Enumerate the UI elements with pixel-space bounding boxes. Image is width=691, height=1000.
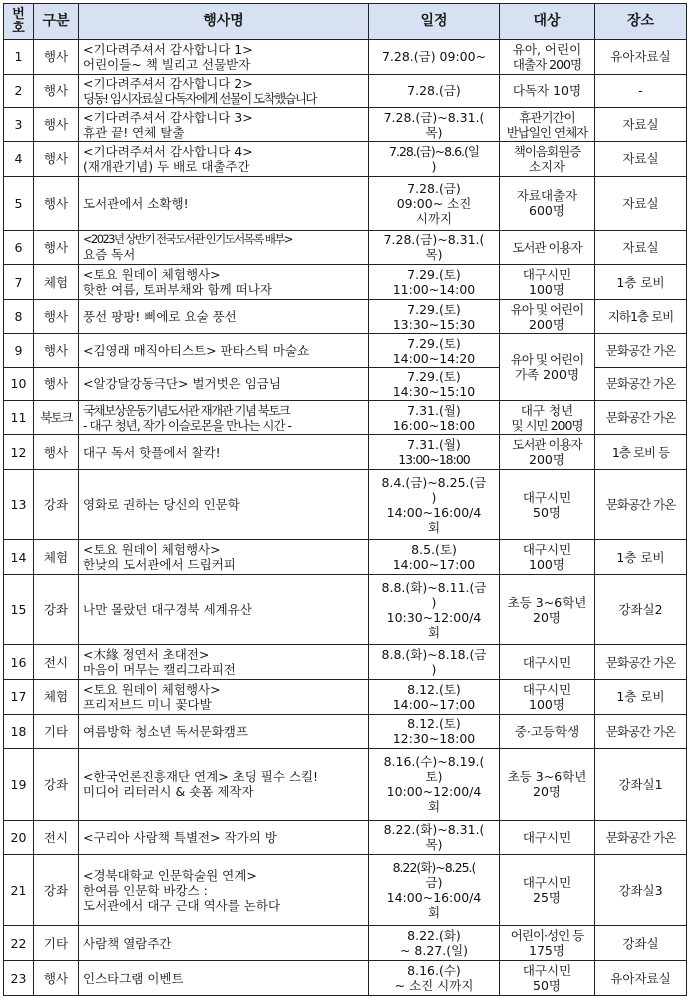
date-line: 8.5.(토) [411, 542, 457, 558]
date-line: 목) [425, 124, 443, 140]
date-line: 회 [427, 519, 441, 535]
date-line: 8.8.(화)~8.11.(금 [381, 579, 487, 595]
cell-no: 21 [4, 855, 34, 926]
cell-audience [500, 574, 595, 644]
audience-line: 대출자 200명 [512, 56, 582, 72]
date-line: 8.16.(수)~8.19.( [383, 754, 485, 770]
cell-place: 유아자료실 [595, 40, 687, 75]
cell-no: 19 [4, 749, 34, 820]
event-name-line: 나만 몰랐던 대구경북 세계유산 [83, 602, 252, 618]
cell-audience [500, 141, 595, 176]
cell-category: 행사 [34, 435, 79, 470]
table-row [4, 299, 687, 334]
cell-date [369, 299, 500, 334]
cell-event-name [79, 714, 369, 749]
date-line: 14:00~16:00/4 [386, 890, 482, 906]
cell-place: 지하1층 로비 [595, 299, 687, 334]
cell-event-name [79, 961, 369, 996]
date-line: 11:00~14:00 [392, 282, 476, 297]
date-line: 7.28.(금)~8.6.(일 [389, 143, 479, 159]
cell-no: 5 [4, 176, 34, 230]
cell-event-name [79, 74, 369, 108]
date-line: ~ 소진 시까지 [394, 978, 474, 994]
audience-line: 50명 [533, 504, 561, 520]
date-line: 목) [425, 837, 443, 853]
cell-audience [500, 714, 595, 749]
cell-audience [500, 265, 595, 300]
cell-category: 체험 [34, 540, 79, 575]
date-line: 8.16.(수) [407, 963, 461, 979]
cell-date [369, 435, 500, 470]
date-line: 시까지 [415, 210, 453, 226]
date-line: 회 [427, 799, 441, 815]
cell-event-name [79, 176, 369, 230]
cell-date [369, 74, 500, 108]
cell-audience [500, 645, 595, 680]
cell-no: 10 [4, 368, 34, 401]
cell-date [369, 926, 500, 961]
cell-category: 행사 [34, 108, 79, 142]
cell-audience [500, 926, 595, 961]
date-line: ) [431, 489, 437, 505]
date-line: ) [431, 158, 437, 174]
cell-no: 1 [4, 40, 34, 75]
event-name-line: <기다려주셔서 감사합니다 4> [83, 143, 253, 159]
header-no-char: 호 [12, 20, 25, 36]
table-row [4, 265, 687, 300]
date-line: 12:30~18:00 [392, 731, 476, 747]
date-line: 16:00~18:00 [392, 417, 476, 433]
table-row [4, 645, 687, 680]
event-name-line: <김영래 매직아티스트> 판타스틱 마술쇼 [83, 343, 310, 359]
audience-line: 200명 [529, 316, 565, 332]
cell-place: 문화공간 가온 [595, 469, 687, 539]
audience-line: 초등 3~6학년 [507, 769, 587, 785]
date-line: 7.29.(토) [407, 368, 461, 384]
cell-audience [500, 435, 595, 470]
table-row [4, 926, 687, 961]
audience-line: 대구시민 [522, 267, 572, 282]
cell-category: 행사 [34, 176, 79, 230]
cell-category: 체험 [34, 679, 79, 714]
cell-no: 20 [4, 820, 34, 855]
table-row [4, 714, 687, 749]
cell-place: 문화공간 가온 [595, 368, 687, 401]
cell-event-name [79, 368, 369, 401]
event-name-line: 영화로 권하는 당신의 인문학 [83, 497, 240, 513]
audience-line: 대구시민 [522, 875, 572, 891]
date-line: 7.28.(금) [407, 83, 461, 99]
cell-date [369, 540, 500, 575]
cell-no: 8 [4, 299, 34, 334]
cell-place: 자료실 [595, 141, 687, 176]
date-line: 09:00~ 소진 [396, 195, 472, 211]
cell-date [369, 108, 500, 142]
audience-line: 20명 [533, 784, 561, 800]
audience-line: 175명 [529, 943, 565, 959]
cell-event-name [79, 40, 369, 75]
date-line: 7.28.(금) [407, 180, 461, 196]
cell-event-name [79, 645, 369, 680]
table-row [4, 74, 687, 108]
event-name-line: 도서관에서 소확행! [83, 195, 189, 211]
event-name-line: 풍선 팡팡! 삐에로 요술 풍선 [83, 309, 237, 325]
audience-line: 도서관 이용자 [512, 239, 582, 255]
audience-line: 50명 [533, 978, 561, 994]
header-no-label [4, 8, 33, 36]
cell-date [369, 961, 500, 996]
event-name-line: (재개관기념) 두 배로 대출주간 [83, 158, 250, 174]
table-row [4, 435, 687, 470]
date-line: 회 [427, 905, 441, 921]
cell-audience [500, 749, 595, 820]
event-name-line: 도서관에서 대구 근대 역사를 논하다 [83, 897, 281, 913]
cell-no: 4 [4, 141, 34, 176]
audience-line: 대구시민 [522, 654, 572, 670]
audience-line: 25명 [533, 890, 561, 906]
date-line: 8.22(화)~8.25.( [392, 860, 476, 876]
audience-line: 도서관 이용자 [512, 437, 582, 453]
audience-line: 대구시민 [522, 829, 572, 845]
cell-audience [500, 40, 595, 75]
cell-audience [500, 469, 595, 539]
audience-line: 100명 [529, 696, 565, 712]
header-row [4, 4, 687, 40]
date-line: 토) [425, 769, 443, 785]
audience-line: 100명 [529, 557, 565, 573]
date-line: 7.29.(토) [407, 335, 461, 351]
table-row [4, 469, 687, 539]
audience-line: 600명 [529, 203, 565, 219]
event-name-line: 핫한 여름, 토퍼부채와 함께 떠나자 [83, 282, 272, 297]
date-line: 13:30~15:30 [392, 316, 476, 332]
cell-no: 2 [4, 74, 34, 108]
cell-date [369, 176, 500, 230]
cell-category: 행사 [34, 74, 79, 108]
cell-category: 기타 [34, 926, 79, 961]
cell-event-name [79, 230, 369, 265]
event-name-line: 한여름 인문학 바캉스 : [83, 882, 208, 898]
date-line: 7.29.(토) [407, 301, 461, 317]
cell-category: 강좌 [34, 855, 79, 926]
date-line: 7.28.(금)~8.31.( [383, 109, 485, 125]
audience-line: 다독자 10명 [512, 83, 582, 99]
cell-event-name [79, 540, 369, 575]
date-line: 14:00~17:00 [392, 696, 476, 712]
cell-no: 17 [4, 679, 34, 714]
audience-line: 및 시민 200명 [511, 417, 583, 433]
table-row [4, 108, 687, 142]
audience-line: 반납일인 연체자 [506, 124, 588, 140]
cell-audience [500, 961, 595, 996]
cell-audience [500, 820, 595, 855]
cell-date [369, 749, 500, 820]
cell-audience [500, 400, 595, 435]
cell-no: 15 [4, 574, 34, 644]
cell-category: 강좌 [34, 469, 79, 539]
event-name-line: <한국언론진흥재단 연계> 초딩 필수 스킬! [83, 769, 319, 785]
event-name-line: <기다려주셔서 감사합니다 1> [83, 41, 253, 57]
cell-category: 북토크 [34, 400, 79, 435]
table-row [4, 141, 687, 176]
cell-category: 행사 [34, 40, 79, 75]
table-row [4, 40, 687, 75]
cell-date [369, 230, 500, 265]
header-no-char: 번 [12, 6, 25, 22]
cell-audience [500, 74, 595, 108]
cell-date [369, 368, 500, 401]
cell-category: 행사 [34, 230, 79, 265]
event-name-line: 미디어 리터러시 & 숏폼 제작자 [83, 784, 254, 800]
date-line: 8.4.(금)~8.25.(금 [381, 474, 487, 490]
cell-audience [500, 855, 595, 926]
cell-place: - [595, 74, 687, 108]
cell-date [369, 679, 500, 714]
cell-date [369, 714, 500, 749]
cell-event-name [79, 749, 369, 820]
date-line: ~ 8.27.(일) [399, 943, 469, 959]
cell-category: 행사 [34, 141, 79, 176]
cell-date [369, 265, 500, 300]
event-schedule-table [3, 3, 687, 996]
cell-date [369, 141, 500, 176]
audience-line: 유아 및 어린이 [510, 301, 584, 317]
audience-line: 대구시민 [522, 963, 572, 979]
cell-date [369, 855, 500, 926]
event-name-line: 사람책 열람주간 [83, 935, 172, 951]
cell-audience [500, 176, 595, 230]
cell-no: 22 [4, 926, 34, 961]
audience-line: 자료대출자 [516, 188, 578, 204]
audience-line: 20명 [533, 609, 561, 625]
date-line: 13:00~18:00 [398, 452, 470, 468]
event-name-line: <토요 원데이 체험행사> [83, 681, 221, 697]
cell-event-name [79, 855, 369, 926]
event-name-line: <토요 원데이 체험행사> [83, 267, 221, 282]
event-name-line: 인스타그램 이벤트 [83, 970, 184, 986]
cell-place: 문화공간 가온 [595, 334, 687, 368]
audience-line: 유아 및 어린이 [510, 352, 584, 368]
cell-place: 자료실 [595, 108, 687, 142]
cell-date [369, 40, 500, 75]
cell-no: 14 [4, 540, 34, 575]
cell-place: 문화공간 가온 [595, 820, 687, 855]
table-row [4, 679, 687, 714]
cell-audience [500, 230, 595, 265]
audience-line: 대구시민 [522, 681, 572, 697]
event-name-line: 국채보상운동기념도서관 재개관 기념 북토크 [83, 402, 290, 418]
date-line: 14:00~16:00/4 [386, 504, 482, 520]
event-name-line: 어린이들~ 책 빌리고 선물받자 [83, 56, 251, 72]
header-date: 일정 [369, 4, 500, 40]
cell-place: 1층 로비 [595, 679, 687, 714]
table-row [4, 540, 687, 575]
cell-category: 행사 [34, 961, 79, 996]
audience-line: 대구시민 [522, 489, 572, 505]
cell-no: 3 [4, 108, 34, 142]
cell-event-name [79, 141, 369, 176]
cell-category: 체험 [34, 265, 79, 300]
date-line: 14:00~17:00 [392, 557, 476, 573]
table-row [4, 855, 687, 926]
cell-no: 18 [4, 714, 34, 749]
audience-line: 가족 200명 [514, 367, 580, 383]
cell-event-name [79, 435, 369, 470]
date-line: 7.28.(금) 09:00~ [381, 49, 487, 65]
cell-place: 강좌실 [595, 926, 687, 961]
cell-place: 1층 로비 등 [595, 435, 687, 470]
cell-place: 문화공간 가온 [595, 714, 687, 749]
table-row [4, 176, 687, 230]
cell-no: 16 [4, 645, 34, 680]
audience-line: 중·고등학생 [514, 723, 580, 739]
event-name-line: 휴관 끝! 연체 탈출 [83, 124, 185, 140]
header-audience: 대상 [500, 4, 595, 40]
cell-category: 행사 [34, 334, 79, 368]
event-name-line: <기다려주셔서 감사합니다 3> [83, 109, 253, 125]
table-row [4, 400, 687, 435]
date-line: 8.12.(토) [407, 681, 461, 697]
cell-event-name [79, 820, 369, 855]
cell-place: 강좌실3 [595, 855, 687, 926]
audience-line: 대구시민 [522, 542, 572, 558]
audience-line: 책이음회원증 [513, 143, 581, 159]
cell-place: 문화공간 가온 [595, 400, 687, 435]
header-place: 장소 [595, 4, 687, 40]
event-name-line: 딩동! 임시자료실 다독자에게 선물이 도착했습니다 [83, 90, 316, 106]
date-line: ) [431, 662, 437, 678]
table-row [4, 574, 687, 644]
cell-audience [500, 540, 595, 575]
table-row [4, 230, 687, 265]
date-line: 8.8.(화)~8.18.(금 [381, 647, 487, 663]
cell-event-name [79, 400, 369, 435]
cell-no: 9 [4, 334, 34, 368]
cell-no: 6 [4, 230, 34, 265]
cell-event-name [79, 108, 369, 142]
cell-event-name [79, 679, 369, 714]
cell-no: 13 [4, 469, 34, 539]
event-name-line: <토요 원데이 체험행사> [83, 542, 221, 558]
cell-no: 7 [4, 265, 34, 300]
audience-line: 대구 청년 [520, 402, 574, 418]
audience-line: 소지자 [528, 158, 566, 174]
event-name-line: 마음이 머무는 캘리그라피전 [83, 662, 236, 678]
event-name-line: 프리저브드 미니 꽃다발 [83, 696, 212, 712]
cell-event-name [79, 469, 369, 539]
cell-place: 강좌실1 [595, 749, 687, 820]
date-line: 7.29.(토) [407, 267, 461, 282]
cell-no: 23 [4, 961, 34, 996]
audience-line: 유아, 어린이 [512, 41, 582, 57]
event-name-line: <구리아 사람책 특별전> 작가의 방 [83, 829, 277, 845]
cell-event-name [79, 926, 369, 961]
cell-place: 문화공간 가온 [595, 645, 687, 680]
cell-place: 1층 로비 [595, 265, 687, 300]
cell-place: 1층 로비 [595, 540, 687, 575]
cell-event-name [79, 265, 369, 300]
event-name-line: <알강달강동극단> 벌거벗은 임금님 [83, 376, 281, 392]
cell-audience [500, 334, 595, 400]
cell-audience [500, 299, 595, 334]
event-name-line: - 대구 청년, 작가 이슬로몬을 만나는 시간 - [83, 417, 292, 433]
cell-category: 강좌 [34, 574, 79, 644]
date-line: 8.22.(화)~8.31.( [383, 822, 485, 838]
date-line: 목) [425, 247, 443, 263]
cell-date [369, 574, 500, 644]
date-line: 10:00~12:00/4 [386, 784, 482, 800]
header-no [4, 4, 34, 40]
date-line: 14:30~15:10 [392, 383, 476, 399]
cell-no: 12 [4, 435, 34, 470]
cell-no: 11 [4, 400, 34, 435]
cell-date [369, 645, 500, 680]
event-name-line: <木緣 정연서 초대전> [83, 647, 210, 663]
cell-event-name [79, 299, 369, 334]
cell-date [369, 820, 500, 855]
header-name: 행사명 [79, 4, 369, 40]
cell-category: 행사 [34, 299, 79, 334]
cell-place: 자료실 [595, 230, 687, 265]
cell-date [369, 334, 500, 368]
event-name-line: 요즘 독서 [83, 247, 136, 263]
cell-audience [500, 108, 595, 142]
cell-place: 자료실 [595, 176, 687, 230]
cell-date [369, 469, 500, 539]
date-line: 7.31.(월) [407, 402, 461, 418]
table-row [4, 820, 687, 855]
audience-line: 휴관기간이 [519, 109, 575, 125]
table-row [4, 334, 687, 368]
cell-category: 전시 [34, 820, 79, 855]
event-name-line: <기다려주셔서 감사합니다 2> [83, 75, 253, 91]
table-row [4, 749, 687, 820]
cell-category: 전시 [34, 645, 79, 680]
cell-place: 유아자료실 [595, 961, 687, 996]
event-name-line: 대구 독서 핫플에서 찰칵! [83, 444, 221, 460]
audience-line: 200명 [529, 452, 565, 468]
cell-category: 행사 [34, 368, 79, 401]
cell-event-name [79, 334, 369, 368]
event-name-line: <2023년 상반기 전국도서관 인기도서목록 배부> [83, 232, 292, 247]
date-line: ) [431, 594, 437, 610]
audience-line: 어린이·성인 등 [510, 928, 584, 944]
table-row [4, 961, 687, 996]
audience-line: 초등 3~6학년 [507, 594, 587, 610]
cell-date [369, 400, 500, 435]
cell-category: 강좌 [34, 749, 79, 820]
date-line: 금) [425, 875, 443, 891]
date-line: 7.31.(월) [407, 437, 461, 453]
date-line: 8.12.(토) [407, 716, 461, 732]
event-name-line: 한낮의 도서관에서 드립커피 [83, 557, 236, 573]
date-line: 회 [427, 624, 441, 640]
date-line: 10:30~12:00/4 [386, 609, 482, 625]
date-line: 8.22.(화) [407, 928, 461, 944]
date-line: 14:00~14:20 [392, 350, 476, 366]
audience-line: 100명 [529, 282, 565, 297]
event-name-line: 여름방학 청소년 독서문화캠프 [83, 723, 248, 739]
event-name-line: <경북대학교 인문학술원 연계> [83, 867, 257, 883]
header-category: 구분 [34, 4, 79, 40]
cell-audience [500, 679, 595, 714]
cell-category: 기타 [34, 714, 79, 749]
cell-event-name [79, 574, 369, 644]
cell-place: 강좌실2 [595, 574, 687, 644]
date-line: 7.28.(금)~8.31.( [383, 232, 485, 248]
